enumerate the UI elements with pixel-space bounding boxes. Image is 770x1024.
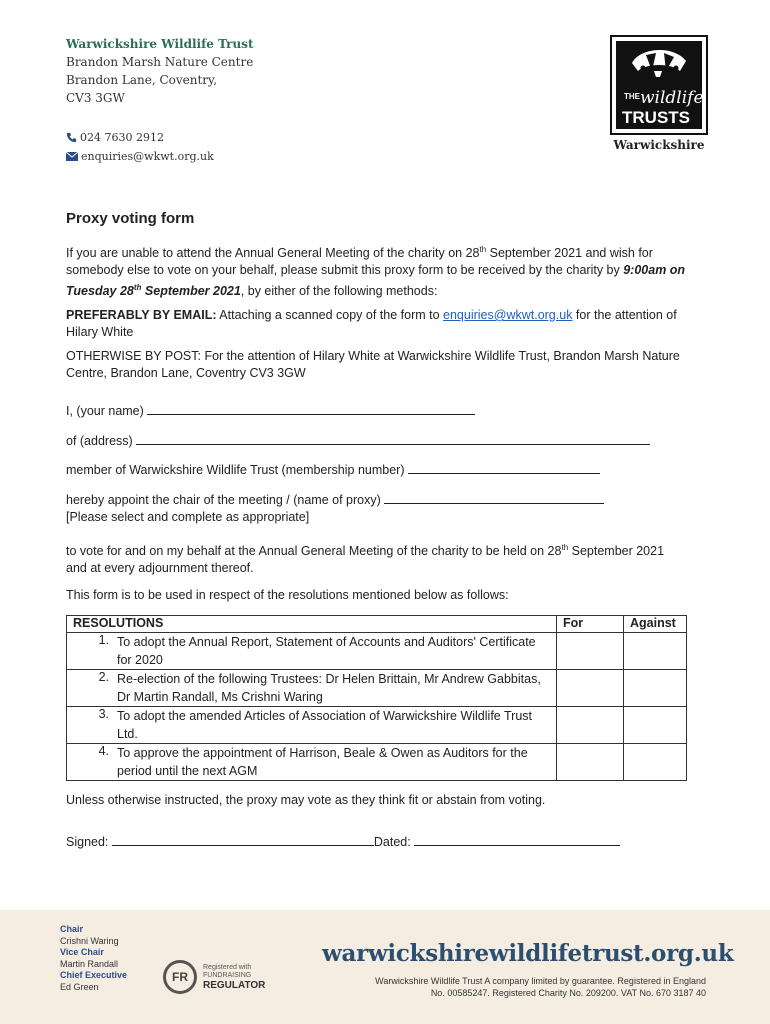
membership-number-field[interactable]	[408, 461, 600, 474]
table-row	[67, 633, 687, 670]
fr-logo-icon: FR	[163, 960, 197, 994]
table-row	[67, 707, 687, 744]
member-label: member of Warwickshire Wildlife Trust (membership number)	[66, 463, 405, 477]
contact-block	[66, 128, 214, 166]
name-label: I, (your name)	[66, 404, 144, 418]
resolution-text: To adopt the Annual Report, Statement of Accounts and Auditors' Certificate for 2020	[113, 633, 557, 670]
regulator-mid-text: FUNDRAISING	[203, 971, 252, 979]
against-cell[interactable]	[624, 744, 687, 781]
address-field-row	[66, 432, 686, 450]
appoint-label: hereby appoint the chair of the meeting / (name of proxy)	[66, 493, 381, 507]
org-name: Warwickshire Wildlife Trust	[66, 37, 254, 51]
resolution-number: 3.	[67, 707, 114, 744]
regulator-small-text: Registered with	[203, 963, 252, 971]
signature-row	[66, 833, 686, 851]
for-cell[interactable]	[557, 633, 624, 670]
for-cell[interactable]	[557, 670, 624, 707]
resolution-text: To approve the appointment of Harrison, Beale & Owen as Auditors for the period until the next AGM	[113, 744, 557, 781]
for-cell[interactable]	[557, 744, 624, 781]
role-title: Chief Executive	[60, 970, 128, 980]
phone-icon	[66, 132, 77, 143]
vote-paragraph: to vote for and on my behalf at the Annual General Meeting of the charity to be held on 28th September 2021 and at every adjournment thereof.	[66, 543, 665, 576]
email-address: enquiries@wkwt.org.uk	[81, 150, 214, 163]
wildlife-trusts-logo	[610, 35, 708, 152]
footer	[0, 910, 770, 1024]
signature-field[interactable]	[112, 833, 374, 846]
regulator-big-text: REGULATOR	[203, 979, 266, 991]
resolutions-intro: This form is to be used in respect of the resolutions mentioned below as follows:	[66, 588, 509, 602]
letterhead-address	[66, 35, 253, 107]
member-field-row	[66, 461, 686, 479]
email-method: PREFERABLY BY EMAIL: Attaching a scanned copy of the form to enquiries@wkwt.org.uk for the attention of Hilary White	[66, 308, 677, 339]
table-row	[67, 744, 687, 781]
address-line-3: CV3 3GW	[66, 91, 125, 105]
resolution-text: To adopt the amended Articles of Association of Warwickshire Wildlife Trust Ltd.	[113, 707, 557, 744]
email-icon	[66, 152, 78, 161]
dated-label: Dated:	[373, 835, 411, 849]
page-title: Proxy voting form	[66, 210, 195, 227]
resolution-text: Re-election of the following Trustees: Dr Helen Brittain, Mr Andrew Gabbitas, Dr Martin Randall, Ms Crishni Waring	[113, 670, 557, 707]
proxy-note: Unless otherwise instructed, the proxy may vote as they think fit or abstain from voting.	[66, 793, 546, 807]
name-field[interactable]	[147, 402, 475, 415]
against-cell[interactable]	[624, 670, 687, 707]
resolutions-table	[66, 615, 687, 781]
post-method: OTHERWISE BY POST: For the attention of Hilary White at Warwickshire Wildlife Trust, Brandon Marsh Nature Centre, Brandon Lane, Coventry CV3 3GW	[66, 349, 680, 380]
name-field-row	[66, 402, 686, 420]
badger-icon	[616, 41, 702, 129]
fundraising-regulator-badge	[163, 960, 265, 994]
table-row	[67, 670, 687, 707]
legal-text: Warwickshire Wildlife Trust A company limited by guarantee. Registered in England No. 00585247. Registered Charity No. 209200. VAT No. 670 3187 40	[375, 976, 706, 998]
resolutions-header: RESOLUTIONS	[67, 616, 557, 633]
address-line-1: Brandon Marsh Nature Centre	[66, 55, 254, 69]
logo-trusts: TRUSTS	[622, 108, 690, 127]
resolution-number: 2.	[67, 670, 114, 707]
proxy-name-field[interactable]	[384, 491, 604, 504]
role-name: Ed Green	[60, 981, 99, 992]
resolution-number: 1.	[67, 633, 114, 670]
trustee-roles	[60, 924, 127, 993]
resolution-number: 4.	[67, 744, 114, 781]
role-name: Crishni Waring	[60, 935, 119, 946]
email-link[interactable]: enquiries@wkwt.org.uk	[443, 308, 573, 322]
role-name: Martin Randall	[60, 958, 119, 969]
appoint-field-row	[66, 491, 686, 526]
signed-label: Signed:	[66, 835, 109, 849]
table-header-row	[67, 616, 687, 633]
for-cell[interactable]	[557, 707, 624, 744]
phone-number: 024 7630 2912	[80, 131, 164, 144]
address-label: of (address)	[66, 434, 133, 448]
address-field[interactable]	[136, 432, 650, 445]
logo-county: Warwickshire	[613, 138, 705, 152]
against-cell[interactable]	[624, 633, 687, 670]
against-header: Against	[624, 616, 687, 633]
role-title: Vice Chair	[60, 947, 104, 957]
address-line-2: Brandon Lane, Coventry,	[66, 73, 218, 87]
date-field[interactable]	[414, 833, 620, 846]
appoint-note: [Please select and complete as appropriate]	[66, 510, 310, 524]
logo-the: THE	[624, 92, 640, 101]
role-title: Chair	[60, 924, 84, 934]
website: warwickshirewildlifetrust.org.uk	[322, 940, 734, 967]
intro-paragraph: If you are unable to attend the Annual General Meeting of the charity on 28th September 2021 and wish for somebody else to vote on your behalf, please submit this proxy form to be received by the charity by 9:00am on Tuesday 28th September 2021, by either of the following methods:	[66, 245, 686, 299]
for-header: For	[557, 616, 624, 633]
against-cell[interactable]	[624, 707, 687, 744]
logo-wildlife: wildlife	[640, 88, 702, 108]
